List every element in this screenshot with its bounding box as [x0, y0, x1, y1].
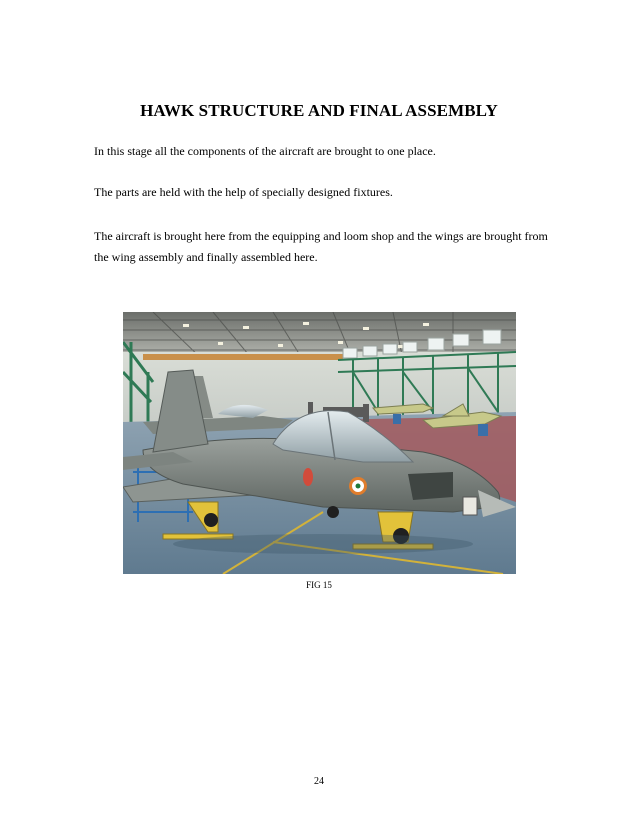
paragraph-1: In this stage all the components of the aircraft are brought to one place. [94, 144, 436, 158]
figure-caption: FIG 15 [306, 580, 332, 590]
page-title: HAWK STRUCTURE AND FINAL ASSEMBLY [140, 101, 498, 120]
aircraft-hangar-photo [123, 312, 516, 574]
paragraph-2: The parts are held with the help of specially designed fixtures. [94, 185, 393, 199]
page-number: 24 [314, 776, 324, 787]
paragraph-3: The aircraft is brought here from the equipping and loom shop and the wings are brought from the wing assembly and finally assembled here. [94, 229, 548, 264]
